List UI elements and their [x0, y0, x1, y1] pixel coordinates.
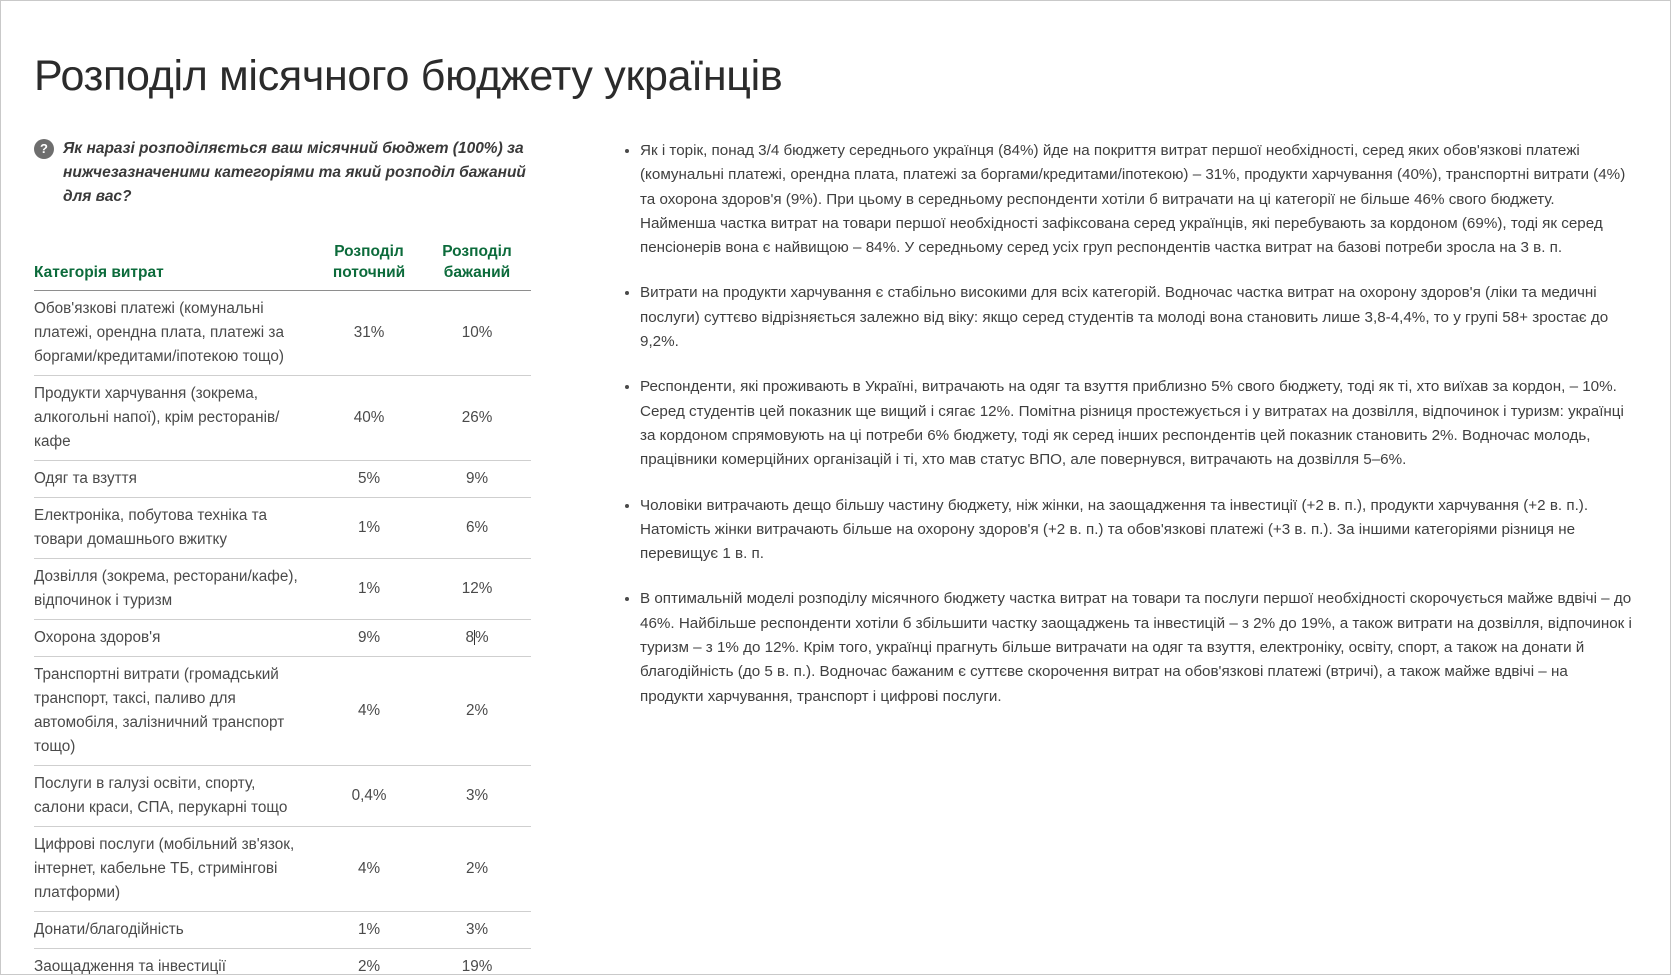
table-row — [34, 376, 531, 461]
cell-category: Одяг та взуття — [34, 461, 315, 498]
cell-category: Транспортні витрати (громадський транспорт, таксі, паливо для автомобіля, залізничний транспорт тощо) — [34, 657, 315, 766]
insight-item: Респонденти, які проживають в Україні, витрачають на одяг та взуття приблизно 5% свого бюджету, тоді як ті, хто виїхав за кордон, – 10%. Серед студентів цей показник ще вищий і сягає 12%. Помітна різниця простежується і у витратах на дозвілля, відпочинок і туризм: українці за кордоном спрямовують на ці потреби 6% бюджету, тоді як серед інших респондентів цей показник становить 2%. Водночас молодь, працівники комерційних організацій і ті, хто мав статус ВПО, але повернувся, витрачають на дозвілля 5–6%. — [623, 375, 1633, 472]
table-row — [34, 657, 531, 766]
cell-desired: 9% — [423, 461, 531, 498]
page-title: Розподіл місячного бюджету українців — [34, 51, 783, 100]
question-mark-icon: ? — [34, 139, 54, 159]
column-header-category: Категорія витрат — [34, 237, 315, 291]
table-row — [34, 291, 531, 376]
table-header-row — [34, 237, 531, 291]
cell-current: 1% — [315, 498, 423, 559]
cell-current: 9% — [315, 620, 423, 657]
cell-category: Донати/благодійність — [34, 912, 315, 949]
cell-current: 1% — [315, 912, 423, 949]
cell-desired: 8% — [423, 620, 531, 657]
table-head — [34, 237, 531, 291]
table-row — [34, 461, 531, 498]
cell-desired: 19% — [423, 949, 531, 975]
survey-question-text: Як наразі розподіляється ваш місячний бюджет (100%) за нижчезазначеними категоріями та який розподіл бажаний для вас? — [63, 140, 526, 205]
table-row — [34, 766, 531, 827]
cell-current: 31% — [315, 291, 423, 376]
table-row — [34, 912, 531, 949]
cell-category: Цифрові послуги (мобільний зв'язок, інтернет, кабельне ТБ, стримінгові платформи) — [34, 827, 315, 912]
table-row — [34, 620, 531, 657]
cell-current: 5% — [315, 461, 423, 498]
cell-category: Продукти харчування (зокрема, алкогольні напої), крім ресторанів/кафе — [34, 376, 315, 461]
table-row — [34, 498, 531, 559]
cell-category: Заощадження та інвестиції — [34, 949, 315, 975]
cell-category: Охорона здоров'я — [34, 620, 315, 657]
insight-item: Витрати на продукти харчування є стабільно високими для всіх категорій. Водночас частка витрат на охорону здоров'я (ліки та медичні послуги) суттєво відрізняється залежно від віку: якщо серед студентів та молоді вона становить лише 3,8-4,4%, то у групі 58+ зростає до 9,2%. — [623, 281, 1633, 354]
column-header-desired: Розподіл бажаний — [423, 237, 531, 291]
cell-desired: 3% — [423, 912, 531, 949]
table-row — [34, 827, 531, 912]
cell-category: Електроніка, побутова техніка та товари домашнього вжитку — [34, 498, 315, 559]
cell-current: 4% — [315, 827, 423, 912]
cell-category: Послуги в галузі освіти, спорту, салони краси, СПА, перукарні тощо — [34, 766, 315, 827]
right-column — [623, 139, 1633, 730]
cell-desired: 3% — [423, 766, 531, 827]
cell-category: Дозвілля (зокрема, ресторани/кафе), відпочинок і туризм — [34, 559, 315, 620]
cell-desired: 6% — [423, 498, 531, 559]
cell-current: 1% — [315, 559, 423, 620]
table-row — [34, 949, 531, 975]
cell-current: 0,4% — [315, 766, 423, 827]
cell-desired: 26% — [423, 376, 531, 461]
cell-current: 4% — [315, 657, 423, 766]
survey-question — [34, 137, 564, 209]
table-body — [34, 291, 531, 975]
cell-category: Обов'язкові платежі (комунальні платежі, орендна плата, платежі за боргами/кредитами/іпотекою тощо) — [34, 291, 315, 376]
cell-desired: 12% — [423, 559, 531, 620]
budget-table — [34, 237, 531, 975]
cell-current: 40% — [315, 376, 423, 461]
text-cursor — [474, 630, 475, 645]
table-row — [34, 559, 531, 620]
column-header-current: Розподіл поточний — [315, 237, 423, 291]
cell-desired: 10% — [423, 291, 531, 376]
left-column — [34, 137, 564, 975]
insight-item: Чоловіки витрачають дещо більшу частину бюджету, ніж жінки, на заощадження та інвестиції (+2 в. п.), продукти харчування (+2 в. п.). Натомість жінки витрачають більше на охорону здоров'я (+2 в. п.) та обов'язкові платежі (+3 в. п.). За іншими категоріями різниця не перевищує 1 в. п. — [623, 494, 1633, 567]
cell-current: 2% — [315, 949, 423, 975]
insights-list — [623, 139, 1633, 709]
insight-item: Як і торік, понад 3/4 бюджету середнього українця (84%) йде на покриття витрат першої необхідності, серед яких обов'язкові платежі (комунальні платежі, орендна плата, платежі за боргами/кредитами/іпотекою) – 31%, продукти харчування (40%), транспортні витрати (4%) та охорона здоров'я (9%). При цьому в середньому респонденти хотіли б витрачати на ці категорії не більше 46% свого бюджету. Найменша частка витрат на товари першої необхідності зафіксована серед українців, які перебувають за кордоном (69%), тоді як серед пенсіонерів вона є найвищою – 84%. У середньому серед усіх груп респондентів частка витрат на базові потреби зросла на 3 в. п. — [623, 139, 1633, 260]
cell-desired: 2% — [423, 657, 531, 766]
insight-item: В оптимальній моделі розподілу місячного бюджету частка витрат на товари та послуги першої необхідності скорочується майже вдвічі – до 46%. Найбільше респонденти хотіли б збільшити частку заощаджень та інвестицій – з 2% до 19%, а також витрати на дозвілля, відпочинок і туризм – з 1% до 12%. Крім того, українці прагнуть більше витрачати на одяг та взуття, електроніку, освіту, спорт, а також на донати й благодійність (до 5 в. п.). Водночас бажаним є суттєве скорочення витрат на обов'язкові платежі (втричі), а також майже вдвічі – на продукти харчування, транспорт і цифрові послуги. — [623, 587, 1633, 708]
cell-desired: 2% — [423, 827, 531, 912]
